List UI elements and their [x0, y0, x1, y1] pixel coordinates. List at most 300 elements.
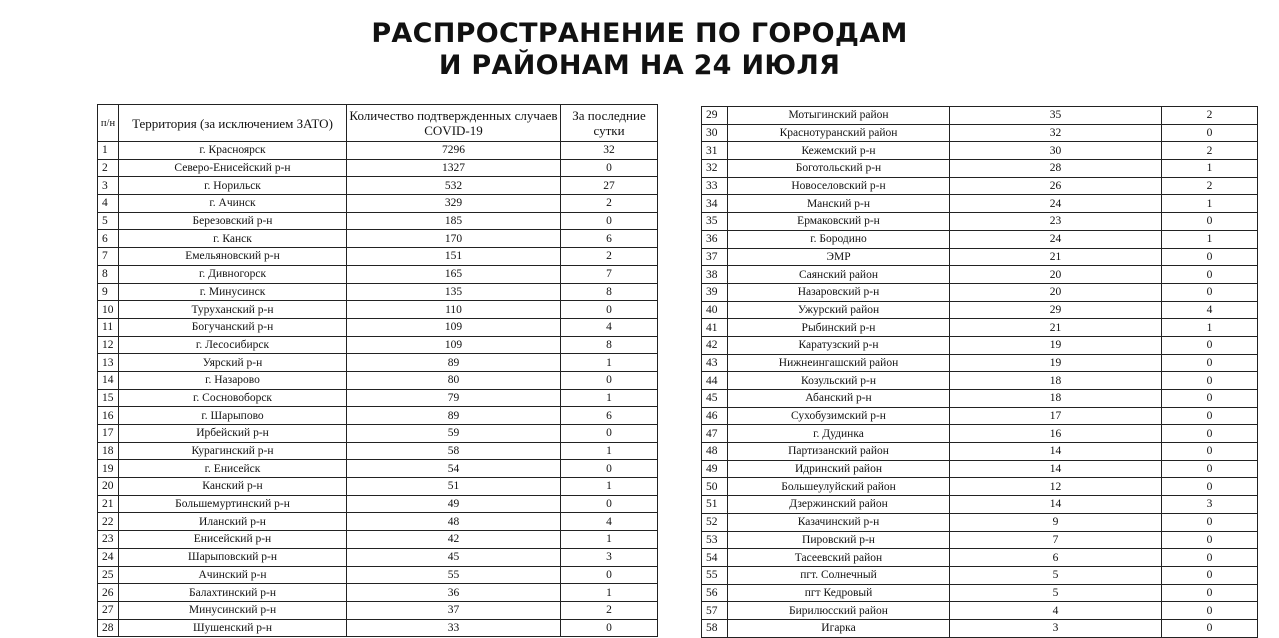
- territory-cell: Новоселовский р-н: [728, 177, 950, 195]
- last-day-cell: 0: [1162, 266, 1258, 284]
- table-row: [702, 513, 1258, 531]
- table-row: [702, 283, 1258, 301]
- last-day-cell: 0: [1162, 443, 1258, 461]
- table-row: [98, 248, 658, 266]
- row-number: 47: [702, 425, 728, 443]
- table-row: [702, 602, 1258, 620]
- table-row: [98, 601, 658, 619]
- table-row: [98, 283, 658, 301]
- last-day-cell: 0: [1162, 336, 1258, 354]
- cases-cell: 14: [950, 496, 1162, 514]
- cases-cell: 24: [950, 230, 1162, 248]
- last-day-cell: 4: [561, 513, 658, 531]
- last-day-cell: 0: [561, 159, 658, 177]
- last-day-cell: 0: [1162, 354, 1258, 372]
- last-day-cell: 1: [561, 354, 658, 372]
- table-row: [98, 619, 658, 637]
- cases-cell: 532: [347, 177, 561, 195]
- table-row: [702, 531, 1258, 549]
- cases-cell: 28: [950, 160, 1162, 178]
- row-number: 48: [702, 443, 728, 461]
- table-row: [98, 212, 658, 230]
- cases-cell: 58: [347, 442, 561, 460]
- row-number: 14: [98, 371, 119, 389]
- table-row: [98, 354, 658, 372]
- territory-cell: г. Дудинка: [728, 425, 950, 443]
- row-number: 38: [702, 266, 728, 284]
- table-row: [702, 213, 1258, 231]
- cases-cell: 18: [950, 372, 1162, 390]
- table-row: [98, 195, 658, 213]
- row-number: 31: [702, 142, 728, 160]
- cases-cell: 7296: [347, 142, 561, 160]
- row-number: 27: [98, 601, 119, 619]
- cases-cell: 29: [950, 301, 1162, 319]
- territory-cell: Краснотуранский район: [728, 124, 950, 142]
- territory-cell: г. Красноярск: [119, 142, 347, 160]
- territory-cell: г. Минусинск: [119, 283, 347, 301]
- last-day-cell: 4: [561, 318, 658, 336]
- cases-cell: 19: [950, 336, 1162, 354]
- territory-cell: г. Дивногорск: [119, 265, 347, 283]
- row-number: 52: [702, 513, 728, 531]
- row-number: 37: [702, 248, 728, 266]
- row-number: 34: [702, 195, 728, 213]
- table-row: [702, 336, 1258, 354]
- cases-table-right: [701, 106, 1258, 638]
- row-number: 32: [702, 160, 728, 178]
- last-day-cell: 0: [1162, 425, 1258, 443]
- last-day-cell: 1: [1162, 230, 1258, 248]
- cases-cell: 20: [950, 283, 1162, 301]
- last-day-cell: 0: [1162, 531, 1258, 549]
- cases-cell: 110: [347, 301, 561, 319]
- cases-cell: 37: [347, 601, 561, 619]
- cases-cell: 4: [950, 602, 1162, 620]
- last-day-cell: 7: [561, 265, 658, 283]
- cases-cell: 17: [950, 407, 1162, 425]
- row-number: 30: [702, 124, 728, 142]
- cases-table-left: [97, 104, 658, 637]
- table-row: [98, 177, 658, 195]
- row-number: 33: [702, 177, 728, 195]
- territory-cell: Богучанский р-н: [119, 318, 347, 336]
- last-day-cell: 0: [561, 619, 658, 637]
- last-day-cell: 3: [1162, 496, 1258, 514]
- territory-cell: Сухобузимский р-н: [728, 407, 950, 425]
- cases-cell: 3: [950, 619, 1162, 637]
- territory-cell: Минусинский р-н: [119, 601, 347, 619]
- cases-cell: 14: [950, 460, 1162, 478]
- row-number: 50: [702, 478, 728, 496]
- table-row: [702, 496, 1258, 514]
- territory-cell: Ермаковский р-н: [728, 213, 950, 231]
- cases-cell: 20: [950, 266, 1162, 284]
- territory-cell: г. Бородино: [728, 230, 950, 248]
- row-number: 42: [702, 336, 728, 354]
- last-day-cell: 0: [561, 495, 658, 513]
- table-row: [702, 248, 1258, 266]
- cases-cell: 135: [347, 283, 561, 301]
- territory-cell: Назаровский р-н: [728, 283, 950, 301]
- last-day-cell: 0: [1162, 513, 1258, 531]
- cases-cell: 185: [347, 212, 561, 230]
- last-day-cell: 1: [1162, 160, 1258, 178]
- cases-cell: 109: [347, 318, 561, 336]
- row-number: 19: [98, 460, 119, 478]
- last-day-cell: 8: [561, 283, 658, 301]
- row-number: 41: [702, 319, 728, 337]
- cases-cell: 14: [950, 443, 1162, 461]
- territory-cell: Кежемский р-н: [728, 142, 950, 160]
- row-number: 12: [98, 336, 119, 354]
- table-row: [98, 301, 658, 319]
- last-day-cell: 0: [1162, 549, 1258, 567]
- territory-cell: г. Канск: [119, 230, 347, 248]
- territory-cell: Манский р-н: [728, 195, 950, 213]
- last-day-cell: 0: [1162, 283, 1258, 301]
- row-number: 55: [702, 566, 728, 584]
- title-line-2: И РАЙОНАМ НА 24 ИЮЛЯ: [438, 50, 841, 81]
- territory-cell: Курагинский р-н: [119, 442, 347, 460]
- last-day-cell: 0: [1162, 478, 1258, 496]
- table-row: [98, 478, 658, 496]
- table-row: [702, 160, 1258, 178]
- row-number: 20: [98, 478, 119, 496]
- last-day-cell: 0: [1162, 407, 1258, 425]
- last-day-cell: 1: [561, 478, 658, 496]
- last-day-cell: 0: [561, 371, 658, 389]
- table-row: [702, 390, 1258, 408]
- table-row: [702, 425, 1258, 443]
- header-territory: Территория (за исключением ЗАТО): [119, 105, 347, 142]
- last-day-cell: 2: [561, 601, 658, 619]
- cases-cell: 12: [950, 478, 1162, 496]
- table-header-row: [98, 105, 658, 142]
- last-day-cell: 2: [561, 195, 658, 213]
- cases-cell: 80: [347, 371, 561, 389]
- table-row: [702, 107, 1258, 125]
- last-day-cell: 0: [1162, 248, 1258, 266]
- territory-cell: г. Назарово: [119, 371, 347, 389]
- table-row: [702, 124, 1258, 142]
- territory-cell: Ужурский район: [728, 301, 950, 319]
- last-day-cell: 0: [1162, 460, 1258, 478]
- row-number: 29: [702, 107, 728, 125]
- table-row: [98, 318, 658, 336]
- table-row: [702, 354, 1258, 372]
- row-number: 46: [702, 407, 728, 425]
- row-number: 39: [702, 283, 728, 301]
- last-day-cell: 1: [561, 389, 658, 407]
- table-row: [702, 230, 1258, 248]
- last-day-cell: 6: [561, 230, 658, 248]
- last-day-cell: 8: [561, 336, 658, 354]
- territory-cell: Партизанский район: [728, 443, 950, 461]
- cases-cell: 35: [950, 107, 1162, 125]
- row-number: 40: [702, 301, 728, 319]
- last-day-cell: 0: [561, 460, 658, 478]
- row-number: 9: [98, 283, 119, 301]
- table-row: [702, 584, 1258, 602]
- territory-cell: Ачинский р-н: [119, 566, 347, 584]
- territory-cell: Уярский р-н: [119, 354, 347, 372]
- cases-cell: 109: [347, 336, 561, 354]
- row-number: 1: [98, 142, 119, 160]
- table-row: [702, 460, 1258, 478]
- table-row: [98, 142, 658, 160]
- territory-cell: Идринский район: [728, 460, 950, 478]
- table-row: [98, 230, 658, 248]
- table-row: [98, 531, 658, 549]
- table-row: [702, 478, 1258, 496]
- territory-cell: г. Шарыпово: [119, 407, 347, 425]
- table-row: [98, 442, 658, 460]
- row-number: 53: [702, 531, 728, 549]
- cases-cell: 5: [950, 584, 1162, 602]
- territory-cell: Енисейский р-н: [119, 531, 347, 549]
- row-number: 21: [98, 495, 119, 513]
- territory-cell: Рыбинский р-н: [728, 319, 950, 337]
- last-day-cell: 0: [1162, 372, 1258, 390]
- territory-cell: пгт. Солнечный: [728, 566, 950, 584]
- territory-cell: г. Лесосибирск: [119, 336, 347, 354]
- cases-cell: 89: [347, 354, 561, 372]
- last-day-cell: 2: [1162, 177, 1258, 195]
- header-cases: Количество подтвержденных случаев COVID-19: [347, 105, 561, 142]
- last-day-cell: 1: [561, 584, 658, 602]
- territory-cell: Мотыгинский район: [728, 107, 950, 125]
- row-number: 22: [98, 513, 119, 531]
- header-last-day: За последние сутки: [561, 105, 658, 142]
- title-line-1: РАСПРОСТРАНЕНИЕ ПО ГОРОДАМ: [371, 18, 908, 49]
- last-day-cell: 0: [561, 212, 658, 230]
- cases-cell: 21: [950, 319, 1162, 337]
- row-number: 56: [702, 584, 728, 602]
- row-number: 11: [98, 318, 119, 336]
- territory-cell: ЭМР: [728, 248, 950, 266]
- table-row: [702, 266, 1258, 284]
- cases-cell: 59: [347, 425, 561, 443]
- territory-cell: Каратузский р-н: [728, 336, 950, 354]
- territory-cell: Казачинский р-н: [728, 513, 950, 531]
- territory-cell: Большемуртинский р-н: [119, 495, 347, 513]
- territory-cell: Тасеевский район: [728, 549, 950, 567]
- territory-cell: Емельяновский р-н: [119, 248, 347, 266]
- territory-cell: Дзержинский район: [728, 496, 950, 514]
- territory-cell: г. Енисейск: [119, 460, 347, 478]
- cases-cell: 170: [347, 230, 561, 248]
- cases-cell: 329: [347, 195, 561, 213]
- territory-cell: г. Сосновоборск: [119, 389, 347, 407]
- row-number: 4: [98, 195, 119, 213]
- last-day-cell: 1: [1162, 319, 1258, 337]
- table-row: [702, 372, 1258, 390]
- last-day-cell: 0: [1162, 390, 1258, 408]
- territory-cell: Абанский р-н: [728, 390, 950, 408]
- territory-cell: Канский р-н: [119, 478, 347, 496]
- territory-cell: Пировский р-н: [728, 531, 950, 549]
- row-number: 5: [98, 212, 119, 230]
- row-number: 36: [702, 230, 728, 248]
- cases-cell: 18: [950, 390, 1162, 408]
- table-row: [702, 619, 1258, 637]
- territory-cell: г. Ачинск: [119, 195, 347, 213]
- table-row: [98, 460, 658, 478]
- territory-cell: Бирилюсский район: [728, 602, 950, 620]
- table-row: [98, 495, 658, 513]
- row-number: 45: [702, 390, 728, 408]
- table-row: [702, 443, 1258, 461]
- last-day-cell: 0: [1162, 566, 1258, 584]
- cases-cell: 33: [347, 619, 561, 637]
- row-number: 13: [98, 354, 119, 372]
- page-title: [0, 18, 1279, 82]
- table-row: [98, 566, 658, 584]
- cases-cell: 26: [950, 177, 1162, 195]
- territory-cell: Саянский район: [728, 266, 950, 284]
- table-row: [702, 319, 1258, 337]
- row-number: 3: [98, 177, 119, 195]
- cases-cell: 36: [347, 584, 561, 602]
- last-day-cell: 3: [561, 548, 658, 566]
- table-row: [98, 336, 658, 354]
- cases-cell: 89: [347, 407, 561, 425]
- cases-cell: 42: [347, 531, 561, 549]
- row-number: 23: [98, 531, 119, 549]
- territory-cell: Балахтинский р-н: [119, 584, 347, 602]
- territory-cell: Игарка: [728, 619, 950, 637]
- cases-cell: 6: [950, 549, 1162, 567]
- cases-cell: 5: [950, 566, 1162, 584]
- territory-cell: Ирбейский р-н: [119, 425, 347, 443]
- last-day-cell: 1: [561, 531, 658, 549]
- row-number: 17: [98, 425, 119, 443]
- cases-cell: 19: [950, 354, 1162, 372]
- table-row: [98, 265, 658, 283]
- row-number: 18: [98, 442, 119, 460]
- row-number: 6: [98, 230, 119, 248]
- last-day-cell: 0: [561, 566, 658, 584]
- territory-cell: Козульский р-н: [728, 372, 950, 390]
- row-number: 44: [702, 372, 728, 390]
- last-day-cell: 0: [1162, 584, 1258, 602]
- last-day-cell: 0: [1162, 619, 1258, 637]
- territory-cell: Северо-Енисейский р-н: [119, 159, 347, 177]
- table-row: [98, 389, 658, 407]
- table-row: [98, 371, 658, 389]
- row-number: 28: [98, 619, 119, 637]
- territory-cell: Шарыповский р-н: [119, 548, 347, 566]
- cases-cell: 54: [347, 460, 561, 478]
- cases-cell: 9: [950, 513, 1162, 531]
- table-row: [98, 584, 658, 602]
- territory-cell: Туруханский р-н: [119, 301, 347, 319]
- cases-cell: 45: [347, 548, 561, 566]
- cases-cell: 24: [950, 195, 1162, 213]
- table-row: [702, 566, 1258, 584]
- cases-cell: 16: [950, 425, 1162, 443]
- table-row: [98, 407, 658, 425]
- cases-cell: 151: [347, 248, 561, 266]
- header-num: п/н: [98, 105, 119, 142]
- last-day-cell: 2: [1162, 142, 1258, 160]
- table-row: [702, 195, 1258, 213]
- row-number: 25: [98, 566, 119, 584]
- row-number: 35: [702, 213, 728, 231]
- territory-cell: Большеулуйский район: [728, 478, 950, 496]
- last-day-cell: 0: [1162, 124, 1258, 142]
- table-row: [98, 548, 658, 566]
- row-number: 7: [98, 248, 119, 266]
- table-row: [702, 177, 1258, 195]
- cases-cell: 79: [347, 389, 561, 407]
- cases-cell: 51: [347, 478, 561, 496]
- cases-cell: 1327: [347, 159, 561, 177]
- row-number: 26: [98, 584, 119, 602]
- last-day-cell: 2: [561, 248, 658, 266]
- row-number: 51: [702, 496, 728, 514]
- table-row: [98, 513, 658, 531]
- row-number: 2: [98, 159, 119, 177]
- cases-cell: 49: [347, 495, 561, 513]
- last-day-cell: 4: [1162, 301, 1258, 319]
- territory-cell: Шушенский р-н: [119, 619, 347, 637]
- territory-cell: Боготольский р-н: [728, 160, 950, 178]
- row-number: 58: [702, 619, 728, 637]
- cases-cell: 48: [347, 513, 561, 531]
- cases-cell: 23: [950, 213, 1162, 231]
- row-number: 24: [98, 548, 119, 566]
- last-day-cell: 32: [561, 142, 658, 160]
- territory-cell: пгт Кедровый: [728, 584, 950, 602]
- table-row: [98, 425, 658, 443]
- last-day-cell: 27: [561, 177, 658, 195]
- last-day-cell: 0: [1162, 602, 1258, 620]
- table-row: [98, 159, 658, 177]
- cases-cell: 30: [950, 142, 1162, 160]
- territory-cell: Иланский р-н: [119, 513, 347, 531]
- row-number: 15: [98, 389, 119, 407]
- last-day-cell: 0: [561, 301, 658, 319]
- last-day-cell: 0: [1162, 213, 1258, 231]
- last-day-cell: 1: [1162, 195, 1258, 213]
- row-number: 49: [702, 460, 728, 478]
- cases-cell: 165: [347, 265, 561, 283]
- last-day-cell: 1: [561, 442, 658, 460]
- row-number: 8: [98, 265, 119, 283]
- row-number: 57: [702, 602, 728, 620]
- table-row: [702, 301, 1258, 319]
- row-number: 16: [98, 407, 119, 425]
- territory-cell: г. Норильск: [119, 177, 347, 195]
- territory-cell: Березовский р-н: [119, 212, 347, 230]
- row-number: 54: [702, 549, 728, 567]
- cases-cell: 32: [950, 124, 1162, 142]
- table-row: [702, 142, 1258, 160]
- cases-cell: 21: [950, 248, 1162, 266]
- row-number: 43: [702, 354, 728, 372]
- territory-cell: Нижнеингашский район: [728, 354, 950, 372]
- last-day-cell: 6: [561, 407, 658, 425]
- table-row: [702, 549, 1258, 567]
- last-day-cell: 2: [1162, 107, 1258, 125]
- cases-cell: 55: [347, 566, 561, 584]
- last-day-cell: 0: [561, 425, 658, 443]
- cases-cell: 7: [950, 531, 1162, 549]
- row-number: 10: [98, 301, 119, 319]
- table-row: [702, 407, 1258, 425]
